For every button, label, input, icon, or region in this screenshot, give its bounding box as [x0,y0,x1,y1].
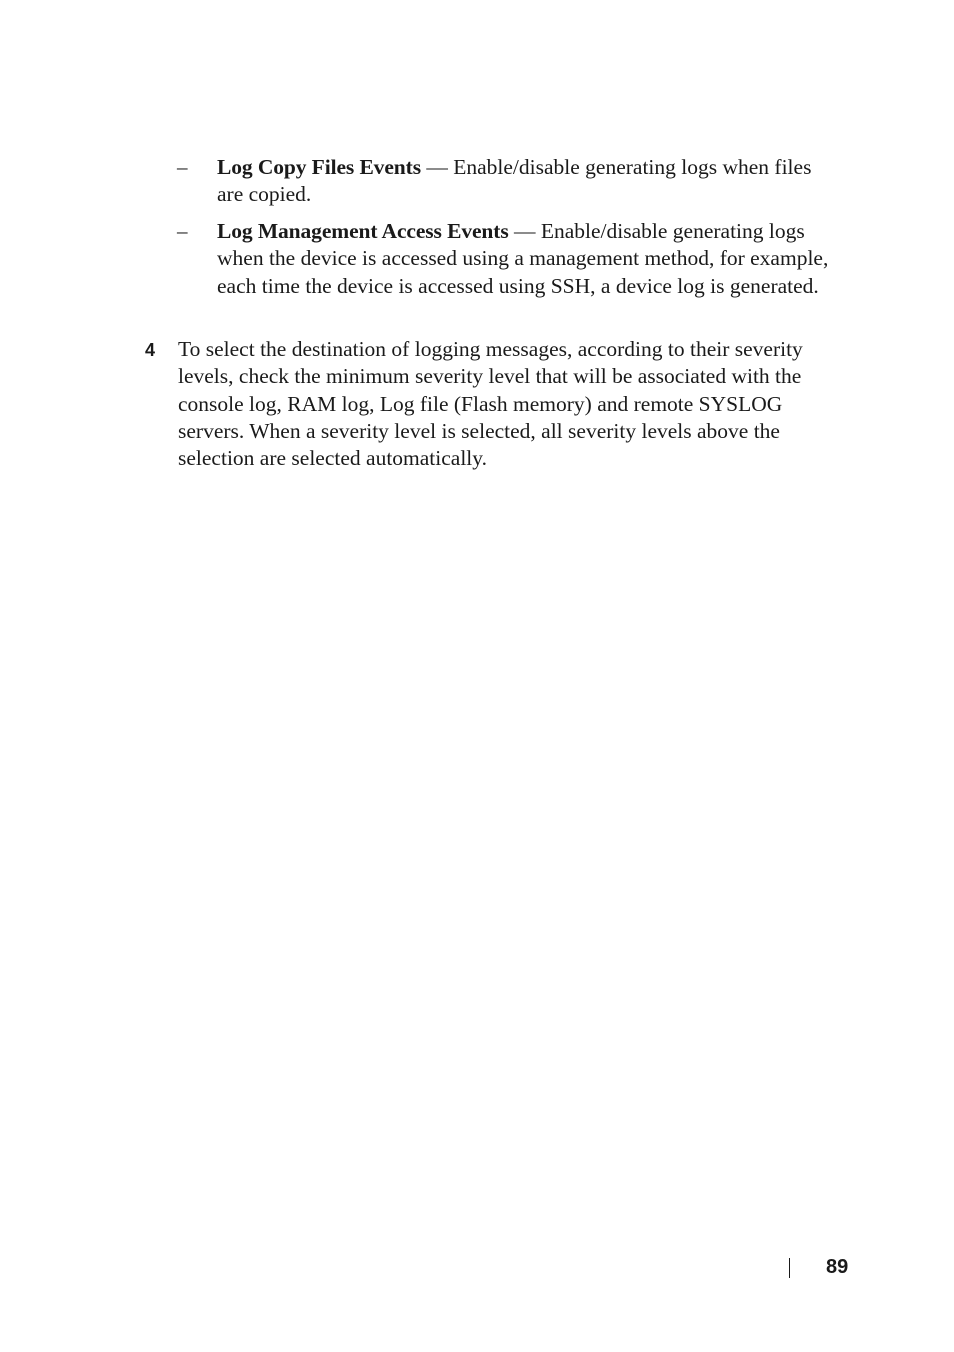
description: Enable/disable generating logs when files are copied. [217,155,812,207]
dash-bullet: – [177,219,188,243]
sub-item-text [217,154,842,209]
term-log-copy-files-events: Log Copy Files Events [217,155,421,179]
separator: — [508,219,541,243]
page-number: 89 [826,1256,849,1278]
separator: — [420,155,454,179]
step-text: To select the destination of logging messages, according to their severity levels, check the minimum severity level that will be associated with the console log, RAM log, Log file (Flash memory) and remote SYSLOG servers. When a severity level is selected, all severity levels above the selection are selected automatically. [178,337,803,471]
description: Enable/disable generating logs when the device is accessed using a management method, for example, each time the device is accessed using SSH, a device log is generated. [217,219,829,298]
sub-item-text [217,218,842,300]
footer-divider [789,1258,790,1278]
step-number: 4 [145,340,156,360]
term-log-management-access-events: Log Management Access Events [217,219,509,243]
dash-bullet: – [177,155,188,179]
